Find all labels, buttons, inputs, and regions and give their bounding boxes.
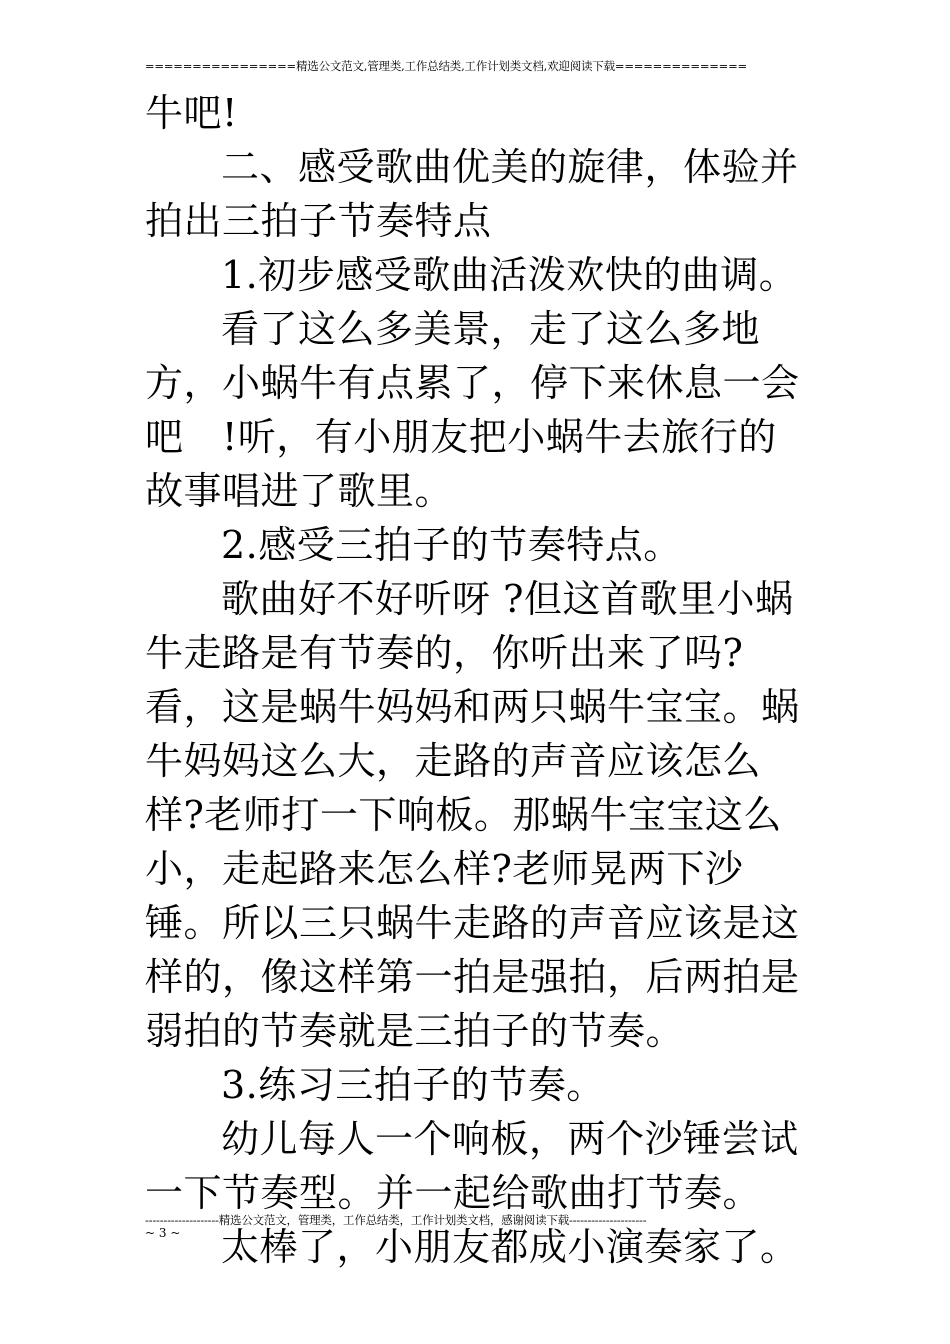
paragraph: 牛吧!: [145, 91, 238, 135]
subsection-heading: 2.感受三拍子的节奏特点。: [221, 523, 682, 567]
page-footer: --------------------精选公文范文，管理类，工作总结类，工作计划类文档，感谢阅读下载---------------------: [145, 1213, 647, 1227]
document-body: [145, 86, 810, 1274]
subsection-heading: 3.练习三拍子的节奏。: [221, 1063, 605, 1107]
section-heading: 二、感受歌曲优美的旋律，体验并拍出三拍子节奏特点: [145, 145, 799, 243]
paragraph: 看了这么多美景，走了这么多地方，小蜗牛有点累了，停下来休息一会吧 !听，有小朋友把小蜗牛去旅行的故事唱进了歌里。: [145, 307, 800, 513]
paragraph: 幼儿每人一个响板，两个沙锤尝试一下节奏型。并一起给歌曲打节奏。: [145, 1117, 799, 1215]
subsection-heading: 1.初步感受歌曲活泼欢快的曲调。: [221, 253, 798, 297]
paragraph: 歌曲好不好听呀 ?但这首歌里小蜗牛走路是有节奏的，你听出来了吗?看，这是蜗牛妈妈和两只蜗牛宝宝。蜗牛妈妈这么大，走路的声音应该怎么样?老师打一下响板。那蜗牛宝宝这么小，走起路来怎么样?老师晃两下沙锤。所以三只蜗牛走路的声音应该是这样的，像这样第一拍是强拍，后两拍是弱拍的节奏就是三拍子的节奏。: [145, 577, 800, 1053]
page-number: ~ 3 ~: [145, 1226, 181, 1240]
paragraph: 太棒了，小朋友都成小演奏家了。: [221, 1225, 799, 1269]
page-header: ================精选公文范文,管理类,工作总结类,工作计划类文档,欢迎阅读下载==============: [145, 59, 747, 73]
